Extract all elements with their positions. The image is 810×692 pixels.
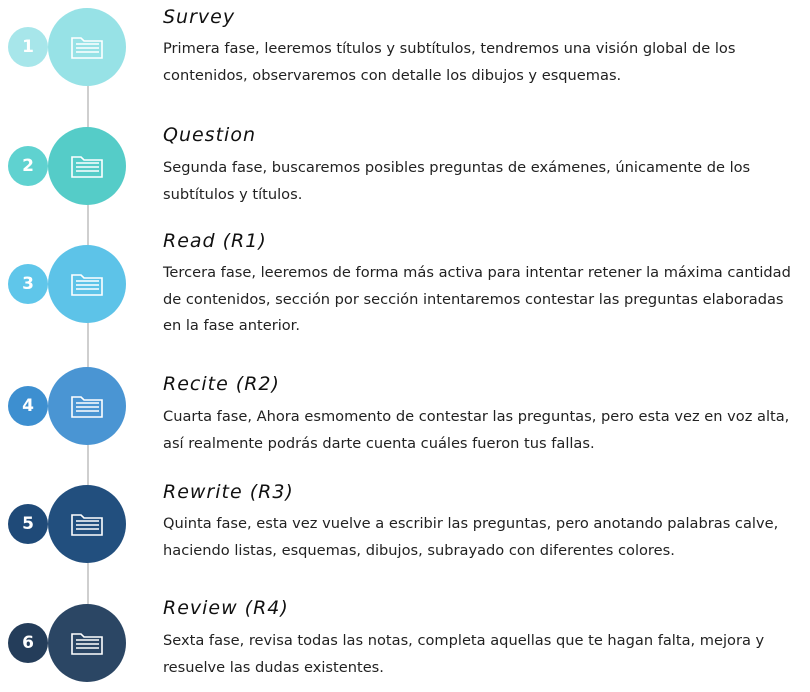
step-title: Recite (R2)	[163, 373, 280, 395]
folder-icon	[69, 270, 105, 298]
step-icon-circle	[48, 604, 126, 682]
step-icon-circle	[48, 245, 126, 323]
step-number-badge: 6	[8, 623, 48, 663]
step-title: Review (R4)	[163, 597, 289, 619]
step-number-badge: 5	[8, 504, 48, 544]
step-description: Cuarta fase, Ahora esmomento de contestar las preguntas, pero esta vez en voz alta, así realmente podrás darte cuenta cuáles fueron tus fallas.	[163, 408, 790, 452]
folder-icon	[69, 152, 105, 180]
folder-icon	[69, 392, 105, 420]
step-description: Quinta fase, esta vez vuelve a escribir las preguntas, pero anotando palabras calve, haciendo listas, esquemas, dibujos, subrayado con diferentes colores.	[163, 515, 779, 559]
folder-icon	[69, 510, 105, 538]
step-description: Primera fase, leeremos títulos y subtítulos, tendremos una visión global de los contenidos, observaremos con detalle los dibujos y esquemas.	[163, 40, 736, 84]
step-title: Read (R1)	[163, 230, 267, 252]
step-icon-circle	[48, 485, 126, 563]
folder-icon	[69, 629, 105, 657]
step-icon-circle	[48, 367, 126, 445]
step-number-badge: 2	[8, 146, 48, 186]
step-number-badge: 3	[8, 264, 48, 304]
step-number-badge: 4	[8, 386, 48, 426]
step-title: Question	[163, 124, 256, 146]
step-description: Sexta fase, revisa todas las notas, completa aquellas que te hagan falta, mejora y resuelve las dudas existentes.	[163, 632, 765, 676]
step-number-badge: 1	[8, 27, 48, 67]
step-icon-circle	[48, 8, 126, 86]
step-icon-circle	[48, 127, 126, 205]
step-description: Tercera fase, leeremos de forma más activa para intentar retener la máxima cantidad de contenidos, sección por sección intentaremos contestar las preguntas elaboradas en la fase anterior.	[163, 264, 791, 334]
folder-icon	[69, 33, 105, 61]
step-title: Survey	[163, 6, 236, 28]
step-description: Segunda fase, buscaremos posibles preguntas de exámenes, únicamente de los subtítulos y títulos.	[163, 159, 751, 203]
step-title: Rewrite (R3)	[163, 481, 294, 503]
